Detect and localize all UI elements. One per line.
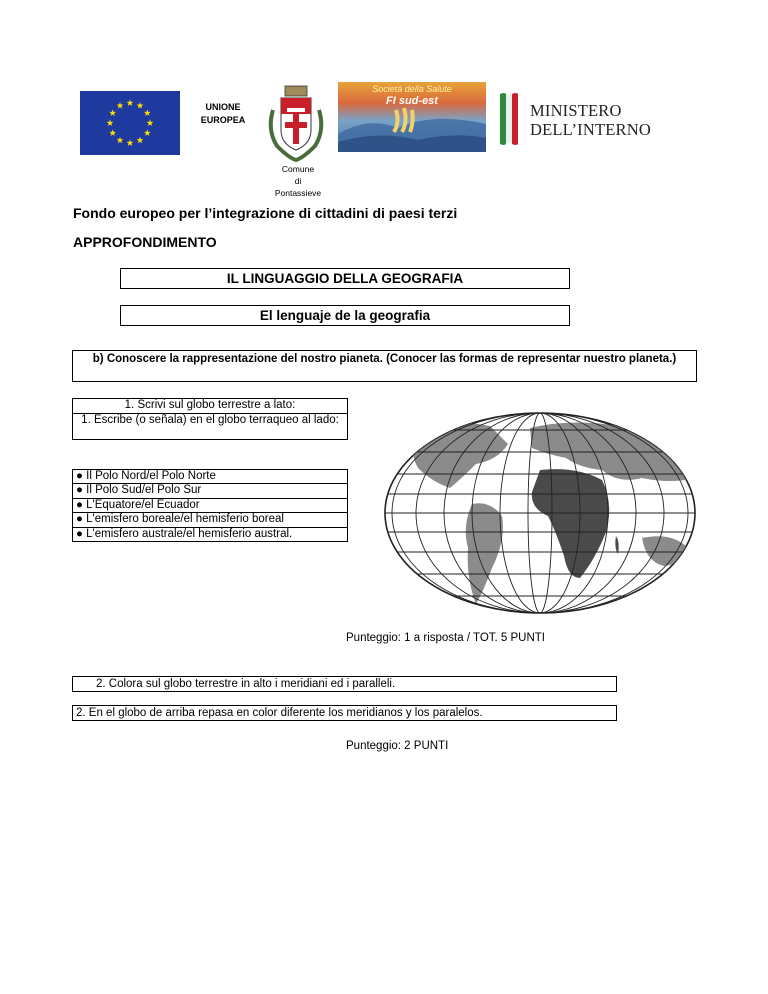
fund-title: Fondo europeo per l’integrazione di cittadini di paesi terzi: [73, 205, 458, 221]
question1-italian: 1. Scrivi sul globo terrestre a lato:: [73, 399, 347, 414]
eu-star-icon: [107, 119, 114, 126]
list-item: ● L'Equatore/el Ecuador: [73, 499, 347, 513]
comune-label: Comune di Pontassieve: [274, 164, 322, 198]
sds-subtitle: FI sud-est: [386, 95, 438, 107]
eu-stars-icon: [80, 91, 180, 155]
sds-title: Società della Salute: [372, 84, 452, 94]
eu-star-icon: [144, 109, 151, 116]
eu-star-icon: [144, 129, 151, 136]
list-item: ● L'emisfero australe/el hemisferio austral.: [76, 527, 293, 540]
section-b-heading: b) Conoscere la rappresentazione del nostro pianeta. (Conocer las formas de representar nuestro planeta.): [72, 350, 697, 382]
question1-box: [72, 398, 348, 440]
eu-star-icon: [117, 102, 124, 109]
list-item: ● Il Polo Nord/el Polo Norte: [73, 470, 347, 484]
comune-crest-logo: [263, 80, 329, 162]
eu-star-icon: [109, 129, 116, 136]
ministry-line1: MINISTERO: [530, 101, 622, 120]
ministry-name: [530, 101, 651, 139]
score2: Punteggio: 2 PUNTI: [346, 740, 449, 752]
eu-label: UNIONE EUROPEA: [200, 102, 246, 125]
eu-star-icon: [137, 102, 144, 109]
eu-flag-logo: [80, 91, 180, 155]
eu-star-icon: [127, 99, 134, 106]
societa-salute-logo: [338, 82, 486, 152]
answer-list: [72, 469, 348, 542]
title-italian: IL LINGUAGGIO DELLA GEOGRAFIA: [120, 268, 570, 289]
eu-star-icon: [147, 119, 154, 126]
ministry-flag-icon: [498, 88, 520, 148]
question2-italian: 2. Colora sul globo terrestre in alto i meridiani ed i paralleli.: [72, 676, 617, 692]
eu-star-icon: [137, 137, 144, 144]
world-globe-image: [380, 408, 700, 618]
list-item: ● L'emisfero boreale/el hemisferio boreal: [73, 513, 347, 527]
section-label: APPROFONDIMENTO: [73, 234, 217, 250]
title-spanish: El lenguaje de la geografia: [120, 305, 570, 326]
score1: Punteggio: 1 a risposta / TOT. 5 PUNTI: [346, 632, 546, 644]
question1-spanish: 1. Escribe (o señala) en el globo terraqueo al lado:: [81, 413, 339, 426]
globe-icon: [380, 408, 700, 618]
hills-icon: [338, 82, 486, 152]
list-item: ● Il Polo Sud/el Polo Sur: [73, 484, 347, 498]
eu-star-icon: [127, 139, 134, 146]
question2-spanish: 2. En el globo de arriba repasa en color diferente los meridianos y los paralelos.: [72, 705, 617, 721]
eu-star-icon: [117, 137, 124, 144]
eu-star-icon: [109, 109, 116, 116]
ministry-line2: DELL’INTERNO: [530, 120, 651, 139]
